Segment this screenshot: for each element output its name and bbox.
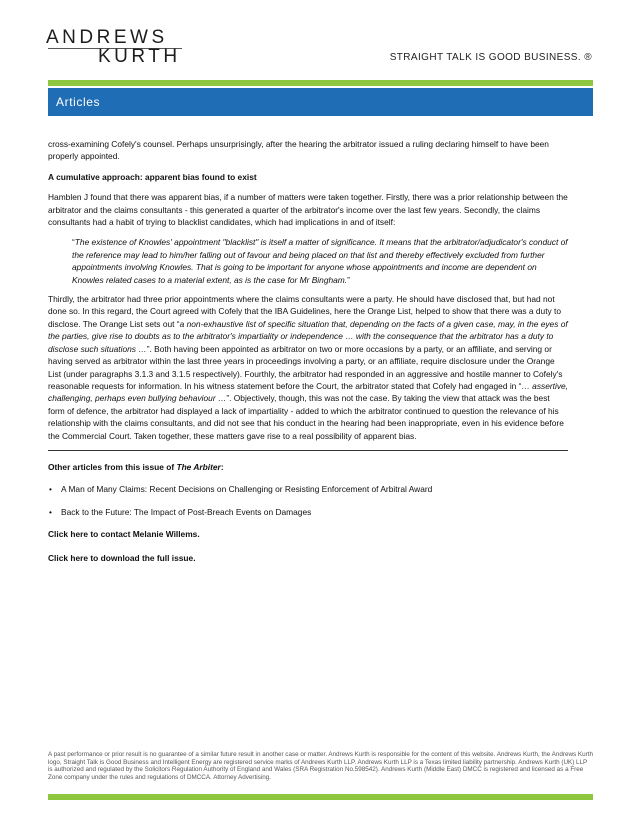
other-articles-prefix: Other articles from this issue of [48,461,177,472]
section-divider [48,450,568,451]
article-link[interactable]: A Man of Many Claims: Recent Decisions on Challenging or Resisting Enforcement of Arbitral Award [61,484,433,495]
para2-part-b: ”. Both having been appointed as arbitrator on two or more occasions by a party, or an affiliate, and serving or having served as arbitrator within the last three years in proceedings involving a party, or an affiliate, require disclosure under the Orange List (under paragraphs 3.1.3 and 3.1.5 respectively). Fourthly, the arbitrator had responded in an aggressive and hostile manner to Cofely's reasonable requests for information. In his witness statement before the Court, the arbitrator stated that Cofely had engaged in “ [48,343,563,391]
page-header [0,0,640,80]
list-item[interactable] [48,506,568,518]
para2-behaviour-quote: … assertive, challenging, perhaps even bullying behaviour … [48,380,569,404]
logo-kurth: KURTH [98,46,181,67]
block-quote [72,236,568,286]
footer-disclaimer: A past performance or prior result is no guarantee of a similar future result in another case or matter. Andrews Kurth is responsible for the content of this website. Andrews Kurth, the Andrews Kurth logo, Straight Talk is Good Business and Intelligent Energy are registered service marks of Andrews Kurth LLP. Andrews Kurth LLP is a Texas limited liability partnership. Andrews Kurth (UK) LLP is authorized and regulated by the Solicitors Regulation Authority of England and Wales (SRA Registration No.598542). Andrews Kurth (Middle East) DMCC is registered and licensed as a Free Zone company under the rules and regulations of DMCCA. Attorney Advertising. [48,751,593,781]
bottom-green-bar [48,794,593,800]
paragraph-disclosure [48,293,568,442]
quote-text: The existence of Knowles' appointment "blacklist" is itself a matter of significance. It means that the arbitrator/adjudicator's conduct of the reference may lead to him/her falling out of favour and being placed on that list and thereby effectively excluded from further appointments involving Knowles. That is going to be important for anyone whose appointments and income are dependent on Knowles related cases to a material extent, as is the case for Mr Bingham. [72,237,568,285]
para2-part-a: Thirdly, the arbitrator had three prior appointments where the claims consultants were a party. He should have disclosed that, but had not done so. In this regard, the Court agreed with Cofely that the IBA Guidelines, here the Orange List, helped to show that there was a duty to disclose. The Orange List sets out “ [48,294,562,329]
logo-andrews: ANDREWS [46,27,168,48]
article-link[interactable]: Back to the Future: The Impact of Post-Breach Events on Damages [61,506,312,517]
publication-title: The Arbiter [176,461,221,472]
other-articles-suffix: : [220,461,224,472]
other-articles-heading [48,461,568,473]
other-articles-list [48,483,568,518]
bullet-icon: • [49,506,52,517]
intro-paragraph: cross-examining Cofely's counsel. Perhaps unsurprisingly, after the hearing the arbitrator issued a ruling declaring himself to have been properly appointed. [48,139,549,162]
list-item[interactable] [48,483,568,495]
bullet-icon: • [49,484,52,495]
para2-orange-list-quote: a non-exhaustive list of specific situation that, depending on the facts of a given case, may, in the eyes of the parties, give rise to doubts as to the arbitrator's impartiality or independence … with the consequence that the arbitrator has a duty to disclose such situations … [48,318,568,354]
article-body [48,138,568,575]
paragraph-apparent-bias: Hamblen J found that there was apparent bias, if a number of matters were taken together. Firstly, there was a prior relationship between the arbitrator and the claims consultants - this generated a quarter of the arbitrator's income over the last few years. Secondly, the claims consultants had a habit of trying to blacklist candidates, which had implications in and of itself: [48,192,568,228]
para2-part-c: ”. Objectively, though, this was not the case. By taking the view that attack was the best form of defence, the arbitrator had displayed a lack of impartiality - added to which the arbitrator continued to question the relevance of his relationship with the claims consultants, and did not see that his conduct in the hearing had been inappropriate, even in his evidence before the Commercial Court. Taken together, these matters gave rise to a real possibility of apparent bias. [48,393,564,441]
quote-open-mark: “ [72,237,75,248]
section-heading: A cumulative approach: apparent bias found to exist [48,171,257,182]
banner-title: Articles [56,95,101,109]
section-banner [48,88,593,116]
download-link[interactable]: Click here to download the full issue. [48,552,196,563]
contact-link[interactable]: Click here to contact Melanie Willems. [48,529,200,540]
quote-close-mark: ” [347,274,350,285]
tagline: STRAIGHT TALK IS GOOD BUSINESS. ® [389,52,592,63]
top-green-bar [48,80,593,86]
